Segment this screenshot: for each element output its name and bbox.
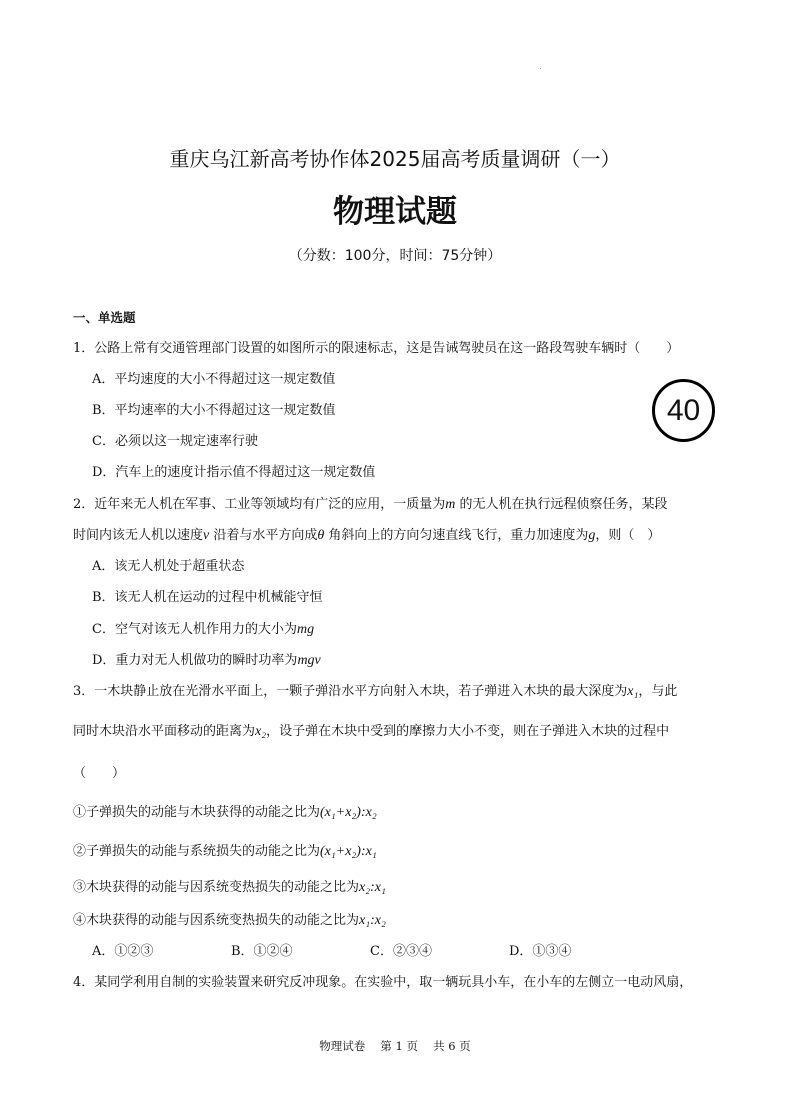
q2-option-c xyxy=(92,622,314,638)
text: ②子弹损失的动能与系统损失的动能之比为 xyxy=(73,844,321,859)
q3-statement-4 xyxy=(73,913,386,929)
math-g: g xyxy=(588,528,596,543)
q2-option-d xyxy=(92,653,321,669)
text: ，设子弹在木块中受到的摩擦力大小不变，则在子弹进入木块的过程中 xyxy=(266,724,670,739)
subject-title: 物理试题 xyxy=(333,194,457,230)
q2-option-b: B．该无人机在运动的过程中机械能守恒 xyxy=(92,590,323,605)
q3-statement-2 xyxy=(73,844,377,860)
text: 沿着与水平方向成 xyxy=(209,528,318,543)
q3-statement-3 xyxy=(73,880,386,896)
q1-stem: 1．公路上常有交通管理部门设置的如图所示的限速标志，这是告诫驾驶员在这一路段驾驶车辆时（ ） xyxy=(73,341,680,356)
exam-title: 重庆乌江新高考协作体2025届高考质量调研（一） xyxy=(169,147,621,171)
math-v: v xyxy=(203,528,210,543)
math-m: m xyxy=(445,497,456,512)
q3-stem-line2 xyxy=(73,724,669,740)
choice-a: A．①②③ xyxy=(92,944,154,959)
speck xyxy=(540,68,541,69)
text: 时间内该无人机以速度 xyxy=(73,528,204,543)
q1-option-d: D．汽车上的速度计指示值不得超过这一规定数值 xyxy=(92,465,376,480)
math: (x₁+x₂):x₁ xyxy=(320,844,377,859)
text: ①子弹损失的动能与木块获得的动能之比为 xyxy=(73,805,321,820)
q3-statement-1 xyxy=(73,805,377,821)
math: mgv xyxy=(297,653,321,668)
q4-stem-line1: 4．某同学利用自制的实验装置来研究反冲现象。在实验中，取一辆玩具小车，在小车的左侧立一电动风扇， xyxy=(73,975,693,990)
q3-choices xyxy=(92,944,648,960)
q3-answer-paren: （ ） xyxy=(73,766,126,781)
math-x1: x₁ xyxy=(627,684,639,699)
text: 的无人机在执行远程侦察任务，某段 xyxy=(455,497,668,512)
text: C．空气对该无人机作用力的大小为 xyxy=(92,622,297,637)
speed-limit-sign: 40 xyxy=(652,379,715,442)
math: mg xyxy=(296,622,315,637)
text: D．重力对无人机做功的瞬时功率为 xyxy=(92,653,298,668)
math: x₁:x₂ xyxy=(359,913,386,928)
text: 同时木块沿水平面移动的距离为 xyxy=(73,724,256,739)
text: ，与此 xyxy=(638,684,678,699)
text: 3．一木块静止放在光滑水平面上，一颗子弹沿水平方向射入木块，若子弹进入木块的最大深度为 xyxy=(73,684,628,699)
text: 角斜向上的方向匀速直线飞行，重力加速度为 xyxy=(324,528,589,543)
q1-option-a: A．平均速度的大小不得超过这一规定数值 xyxy=(92,372,336,387)
choice-b: B．①②④ xyxy=(231,944,293,959)
choice-c: C．②③④ xyxy=(370,944,432,959)
math-theta: θ xyxy=(317,528,325,543)
q1-option-b: B．平均速率的大小不得超过这一规定数值 xyxy=(92,403,336,418)
q2-stem-line2 xyxy=(73,528,660,544)
math: (x₁+x₂):x₂ xyxy=(320,805,377,820)
exam-info: （分数：100分，时间：75分钟） xyxy=(288,248,502,264)
q1-option-c: C．必须以这一规定速率行驶 xyxy=(92,434,258,449)
math: x₂:x₁ xyxy=(359,880,386,895)
text: ③木块获得的动能与因系统变热损失的动能之比为 xyxy=(73,880,360,895)
math-x2: x₂ xyxy=(255,724,267,739)
text: ，则（ ） xyxy=(595,528,661,543)
q2-option-a: A．该无人机处于超重状态 xyxy=(92,559,245,574)
page-footer: 物理试卷 第 1 页 共 6 页 xyxy=(319,1039,471,1053)
q2-stem-line1 xyxy=(73,497,668,513)
text: 2．近年来无人机在军事、工业等领域均有广泛的应用，一质量为 xyxy=(73,497,446,512)
choice-d: D．①③④ xyxy=(509,944,572,959)
q3-stem-line1 xyxy=(73,684,677,700)
text: ④木块获得的动能与因系统变热损失的动能之比为 xyxy=(73,913,360,928)
section-heading: 一、单选题 xyxy=(73,310,136,325)
